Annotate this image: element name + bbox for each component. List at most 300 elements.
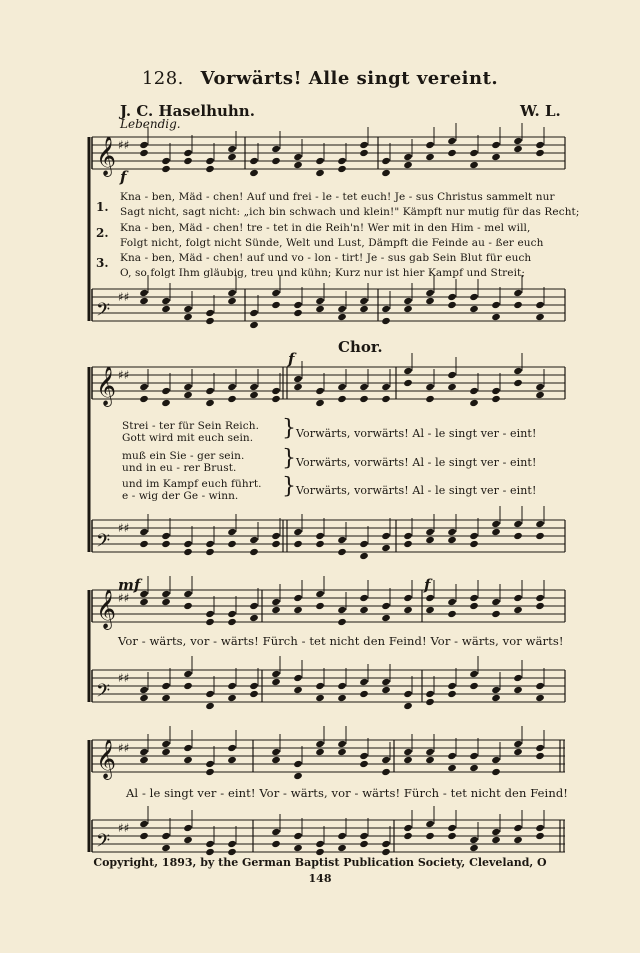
note-head — [139, 395, 149, 403]
note-head — [381, 768, 391, 776]
note-head — [447, 137, 457, 145]
dynamic-forte: f — [120, 168, 127, 186]
chorus-right-1: Vorwärts, vorwärts! Al - le singt ver - eint! — [296, 427, 537, 440]
note-head — [293, 383, 303, 391]
note-head — [491, 756, 501, 764]
note-head — [161, 399, 171, 407]
note-head — [337, 748, 347, 756]
note-head — [337, 844, 347, 852]
note-head — [227, 528, 237, 536]
note-head — [381, 383, 391, 391]
note-head — [425, 297, 435, 305]
note-head — [183, 540, 193, 548]
note-head — [513, 824, 523, 832]
note-head — [359, 383, 369, 391]
note-head — [491, 598, 501, 606]
note-head — [359, 760, 369, 768]
note-head — [425, 153, 435, 161]
note-head — [249, 614, 259, 622]
note-head — [139, 756, 149, 764]
note-head — [469, 602, 479, 610]
note-head — [403, 153, 413, 161]
key-signature-icon: ♯♯ — [118, 138, 130, 152]
note-head — [227, 145, 237, 153]
note-head — [403, 832, 413, 840]
note-head — [293, 540, 303, 548]
note-head — [359, 832, 369, 840]
note-head — [271, 670, 281, 678]
note-head — [469, 836, 479, 844]
copyright-notice: Copyright, 1893, by the German Baptist Publication Society, Cleveland, O — [93, 856, 547, 869]
note-head — [337, 740, 347, 748]
note-head — [315, 694, 325, 702]
note-head — [293, 161, 303, 169]
note-head — [205, 702, 215, 710]
note-head — [381, 756, 391, 764]
note-head — [337, 157, 347, 165]
bass-clef-icon: 𝄢 — [96, 531, 111, 556]
note-head — [425, 748, 435, 756]
note-head — [315, 682, 325, 690]
note-head — [205, 690, 215, 698]
note-head — [183, 305, 193, 313]
note-head — [513, 674, 523, 682]
key-signature-icon: ♯♯ — [118, 821, 130, 835]
note-head — [227, 540, 237, 548]
note-head — [535, 141, 545, 149]
note-head — [447, 149, 457, 157]
note-head — [381, 317, 391, 325]
note-head — [469, 293, 479, 301]
note-head — [315, 532, 325, 540]
note-head — [425, 289, 435, 297]
note-head — [227, 682, 237, 690]
note-head — [535, 832, 545, 840]
note-head — [535, 602, 545, 610]
note-head — [227, 848, 237, 856]
note-head — [139, 141, 149, 149]
note-head — [161, 157, 171, 165]
dynamic-mezzo-forte: mf — [118, 576, 141, 594]
note-head — [447, 528, 457, 536]
note-head — [337, 682, 347, 690]
note-head — [535, 313, 545, 321]
note-head — [161, 748, 171, 756]
note-head — [513, 748, 523, 756]
note-head — [227, 840, 237, 848]
note-head — [381, 544, 391, 552]
note-head — [183, 383, 193, 391]
note-head — [403, 297, 413, 305]
note-head — [381, 169, 391, 177]
note-head — [161, 598, 171, 606]
note-head — [139, 686, 149, 694]
note-head — [271, 748, 281, 756]
note-head — [359, 540, 369, 548]
note-head — [183, 313, 193, 321]
note-head — [469, 594, 479, 602]
note-head — [359, 305, 369, 313]
note-head — [535, 383, 545, 391]
note-head — [535, 682, 545, 690]
note-head — [315, 399, 325, 407]
key-signature-icon: ♯♯ — [118, 290, 130, 304]
note-head — [315, 387, 325, 395]
bass-clef-icon: 𝄢 — [96, 681, 111, 706]
note-head — [293, 594, 303, 602]
dynamic-forte-chorus: f — [288, 350, 295, 368]
note-head — [491, 313, 501, 321]
note-head — [183, 548, 193, 556]
note-head — [359, 606, 369, 614]
note-head — [359, 840, 369, 848]
note-head — [271, 157, 281, 165]
note-head — [403, 756, 413, 764]
treble-clef-icon: 𝄞 — [96, 366, 117, 406]
note-head — [535, 824, 545, 832]
note-head — [403, 606, 413, 614]
note-head — [205, 309, 215, 317]
note-head — [183, 670, 193, 678]
note-head — [227, 297, 237, 305]
note-head — [337, 305, 347, 313]
note-head — [425, 606, 435, 614]
note-head — [447, 824, 457, 832]
note-head — [447, 598, 457, 606]
note-head — [271, 387, 281, 395]
note-head — [381, 532, 391, 540]
note-head — [491, 153, 501, 161]
note-head — [205, 610, 215, 618]
note-head — [139, 383, 149, 391]
note-head — [513, 367, 523, 375]
verse-1-line-b: Sagt nicht, sagt nicht: „ich bin schwach und klein!" Kämpft nur mutig für das Recht; — [120, 206, 580, 218]
note-head — [161, 305, 171, 313]
note-head — [249, 383, 259, 391]
note-head — [447, 383, 457, 391]
note-head — [139, 540, 149, 548]
note-head — [447, 832, 457, 840]
note-head — [183, 602, 193, 610]
note-head — [469, 387, 479, 395]
note-head — [535, 532, 545, 540]
note-head — [227, 610, 237, 618]
chorus-left-2a: muß ein Sie - ger sein. — [122, 450, 245, 462]
brace: } — [282, 416, 296, 441]
note-head — [249, 682, 259, 690]
note-head — [183, 157, 193, 165]
note-head — [139, 528, 149, 536]
note-head — [315, 169, 325, 177]
note-head — [161, 165, 171, 173]
note-head — [513, 289, 523, 297]
note-head — [249, 391, 259, 399]
note-head — [293, 375, 303, 383]
note-head — [425, 756, 435, 764]
note-head — [491, 387, 501, 395]
verse-2-line-b: Folgt nicht, folgt nicht Sünde, Welt und Lust, Dämpft die Feinde au - ßer euch — [120, 237, 544, 249]
note-head — [425, 690, 435, 698]
note-head — [381, 157, 391, 165]
note-head — [249, 690, 259, 698]
note-head — [205, 387, 215, 395]
note-head — [161, 297, 171, 305]
note-head — [403, 367, 413, 375]
note-head — [337, 383, 347, 391]
note-head — [315, 297, 325, 305]
hymn-number: 128. — [141, 68, 184, 89]
note-head — [161, 740, 171, 748]
key-signature-icon: ♯♯ — [118, 671, 130, 685]
note-head — [337, 395, 347, 403]
note-head — [205, 840, 215, 848]
note-head — [469, 532, 479, 540]
note-head — [425, 528, 435, 536]
note-head — [271, 606, 281, 614]
note-head — [315, 540, 325, 548]
note-head — [491, 528, 501, 536]
note-head — [183, 744, 193, 752]
note-head — [205, 618, 215, 626]
note-head — [139, 590, 149, 598]
note-head — [535, 391, 545, 399]
note-head — [359, 752, 369, 760]
brace: } — [282, 474, 296, 499]
note-head — [491, 395, 501, 403]
note-head — [183, 824, 193, 832]
note-head — [271, 840, 281, 848]
note-head — [425, 383, 435, 391]
note-head — [337, 832, 347, 840]
note-head — [513, 145, 523, 153]
note-head — [359, 678, 369, 686]
note-head — [315, 840, 325, 848]
note-head — [381, 395, 391, 403]
note-head — [359, 149, 369, 157]
note-head — [425, 536, 435, 544]
note-head — [249, 536, 259, 544]
treble-clef-icon: 𝄞 — [96, 739, 117, 779]
note-head — [469, 161, 479, 169]
note-head — [403, 379, 413, 387]
note-head — [513, 301, 523, 309]
note-head — [271, 678, 281, 686]
verse-number-2: 2. — [96, 226, 109, 240]
note-head — [161, 590, 171, 598]
note-head — [513, 137, 523, 145]
chorus-right-3: Vorwärts, vorwärts! Al - le singt ver - eint! — [296, 484, 537, 497]
note-head — [139, 289, 149, 297]
treble-clef-icon: 𝄞 — [96, 589, 117, 629]
note-head — [403, 702, 413, 710]
note-head — [447, 536, 457, 544]
note-head — [293, 674, 303, 682]
note-head — [403, 748, 413, 756]
note-head — [403, 305, 413, 313]
note-head — [381, 678, 391, 686]
note-head — [227, 744, 237, 752]
tempo-marking: Lebendig. — [120, 117, 181, 131]
note-head — [271, 598, 281, 606]
note-head — [447, 764, 457, 772]
brace: } — [282, 446, 296, 471]
note-head — [381, 686, 391, 694]
key-signature-icon: ♯♯ — [118, 521, 130, 535]
note-head — [469, 682, 479, 690]
key-signature-icon: ♯♯ — [118, 368, 130, 382]
verse-2-line-a: Kna - ben, Mäd - chen! tre - tet in die Reih'n! Wer mit in den Him - mel will, — [120, 222, 531, 234]
note-head — [161, 387, 171, 395]
note-head — [337, 606, 347, 614]
note-head — [491, 828, 501, 836]
note-head — [535, 520, 545, 528]
note-head — [183, 836, 193, 844]
hymn-title: Vorwärts! Alle singt vereint. — [200, 68, 499, 89]
note-head — [293, 153, 303, 161]
note-head — [469, 844, 479, 852]
note-head — [337, 536, 347, 544]
bass-clef-icon: 𝄢 — [96, 831, 111, 856]
note-head — [183, 682, 193, 690]
chorus-line-3: Vor - wärts, vor - wärts! Fürch - tet nicht den Feind! Vor - wärts, vor wärts! — [118, 634, 564, 648]
note-head — [227, 383, 237, 391]
note-head — [359, 552, 369, 560]
note-head — [491, 768, 501, 776]
verse-number-3: 3. — [96, 256, 109, 270]
bass-clef-icon: 𝄢 — [96, 300, 111, 325]
note-head — [513, 740, 523, 748]
page-number: 148 — [308, 872, 332, 885]
note-head — [315, 748, 325, 756]
note-head — [359, 141, 369, 149]
note-head — [161, 682, 171, 690]
note-head — [227, 694, 237, 702]
note-head — [425, 395, 435, 403]
note-head — [293, 309, 303, 317]
note-head — [381, 602, 391, 610]
note-head — [249, 309, 259, 317]
note-head — [271, 301, 281, 309]
note-head — [491, 686, 501, 694]
note-head — [315, 590, 325, 598]
note-head — [139, 832, 149, 840]
note-head — [183, 149, 193, 157]
note-head — [227, 618, 237, 626]
note-head — [161, 832, 171, 840]
chorus-left-1a: Strei - ter für Sein Reich. — [122, 420, 260, 432]
note-head — [293, 760, 303, 768]
note-head — [249, 321, 259, 329]
chorus-left-3b: e - wig der Ge - winn. — [122, 490, 239, 502]
verse-1-line-a: Kna - ben, Mäd - chen! Auf und frei - le - tet euch! Je - sus Christus sammelt nur — [120, 191, 555, 203]
note-head — [513, 686, 523, 694]
note-head — [271, 289, 281, 297]
note-head — [161, 532, 171, 540]
note-head — [469, 149, 479, 157]
chorus-left-2b: und in eu - rer Brust. — [122, 462, 237, 474]
note-head — [205, 540, 215, 548]
note-head — [469, 540, 479, 548]
note-head — [293, 528, 303, 536]
note-head — [205, 317, 215, 325]
note-head — [337, 548, 347, 556]
note-head — [271, 145, 281, 153]
verse-3-line-a: Kna - ben, Mäd - chen! auf und vo - lon - tirt! Je - sus gab Sein Blut für euch — [120, 252, 532, 264]
note-head — [315, 157, 325, 165]
note-head — [513, 379, 523, 387]
note-head — [447, 690, 457, 698]
note-head — [205, 548, 215, 556]
note-head — [491, 694, 501, 702]
note-head — [337, 694, 347, 702]
note-head — [359, 690, 369, 698]
note-head — [447, 293, 457, 301]
note-head — [293, 686, 303, 694]
note-head — [425, 141, 435, 149]
note-head — [315, 740, 325, 748]
author: W. L. — [520, 102, 561, 120]
note-head — [337, 165, 347, 173]
note-head — [447, 371, 457, 379]
chorus-line-4: Al - le singt ver - eint! Vor - wärts, vor - wärts! Fürch - tet nicht den Feind! — [126, 786, 569, 800]
note-head — [403, 594, 413, 602]
note-head — [469, 670, 479, 678]
note-head — [183, 590, 193, 598]
note-head — [403, 540, 413, 548]
key-signature-icon: ♯♯ — [118, 591, 130, 605]
note-head — [447, 301, 457, 309]
chorus-left-1b: Gott wird mit euch sein. — [122, 432, 254, 444]
note-head — [381, 840, 391, 848]
note-head — [293, 844, 303, 852]
note-head — [183, 756, 193, 764]
note-head — [337, 618, 347, 626]
note-head — [403, 161, 413, 169]
chorus-label: Chor. — [338, 338, 383, 356]
note-head — [161, 540, 171, 548]
note-head — [359, 594, 369, 602]
chorus-right-2: Vorwärts, vorwärts! Al - le singt ver - eint! — [296, 456, 537, 469]
note-head — [227, 756, 237, 764]
note-head — [491, 520, 501, 528]
note-head — [447, 610, 457, 618]
note-head — [491, 301, 501, 309]
note-head — [205, 399, 215, 407]
note-head — [227, 153, 237, 161]
note-head — [315, 305, 325, 313]
note-head — [315, 848, 325, 856]
note-head — [513, 836, 523, 844]
note-head — [271, 756, 281, 764]
composer: J. C. Haselhuhn. — [120, 102, 255, 120]
verse-3-line-b: O, so folgt Ihm gläubig, treu und kühn; Kurz nur ist hier Kampf und Streit; — [120, 267, 525, 279]
note-head — [513, 532, 523, 540]
note-head — [469, 752, 479, 760]
note-head — [293, 301, 303, 309]
note-head — [535, 301, 545, 309]
note-head — [381, 305, 391, 313]
note-head — [205, 165, 215, 173]
note-head — [469, 399, 479, 407]
note-head — [139, 820, 149, 828]
note-head — [425, 698, 435, 706]
note-head — [139, 297, 149, 305]
note-head — [139, 694, 149, 702]
note-head — [183, 391, 193, 399]
note-head — [491, 610, 501, 618]
verse-number-1: 1. — [96, 200, 109, 214]
note-head — [513, 594, 523, 602]
